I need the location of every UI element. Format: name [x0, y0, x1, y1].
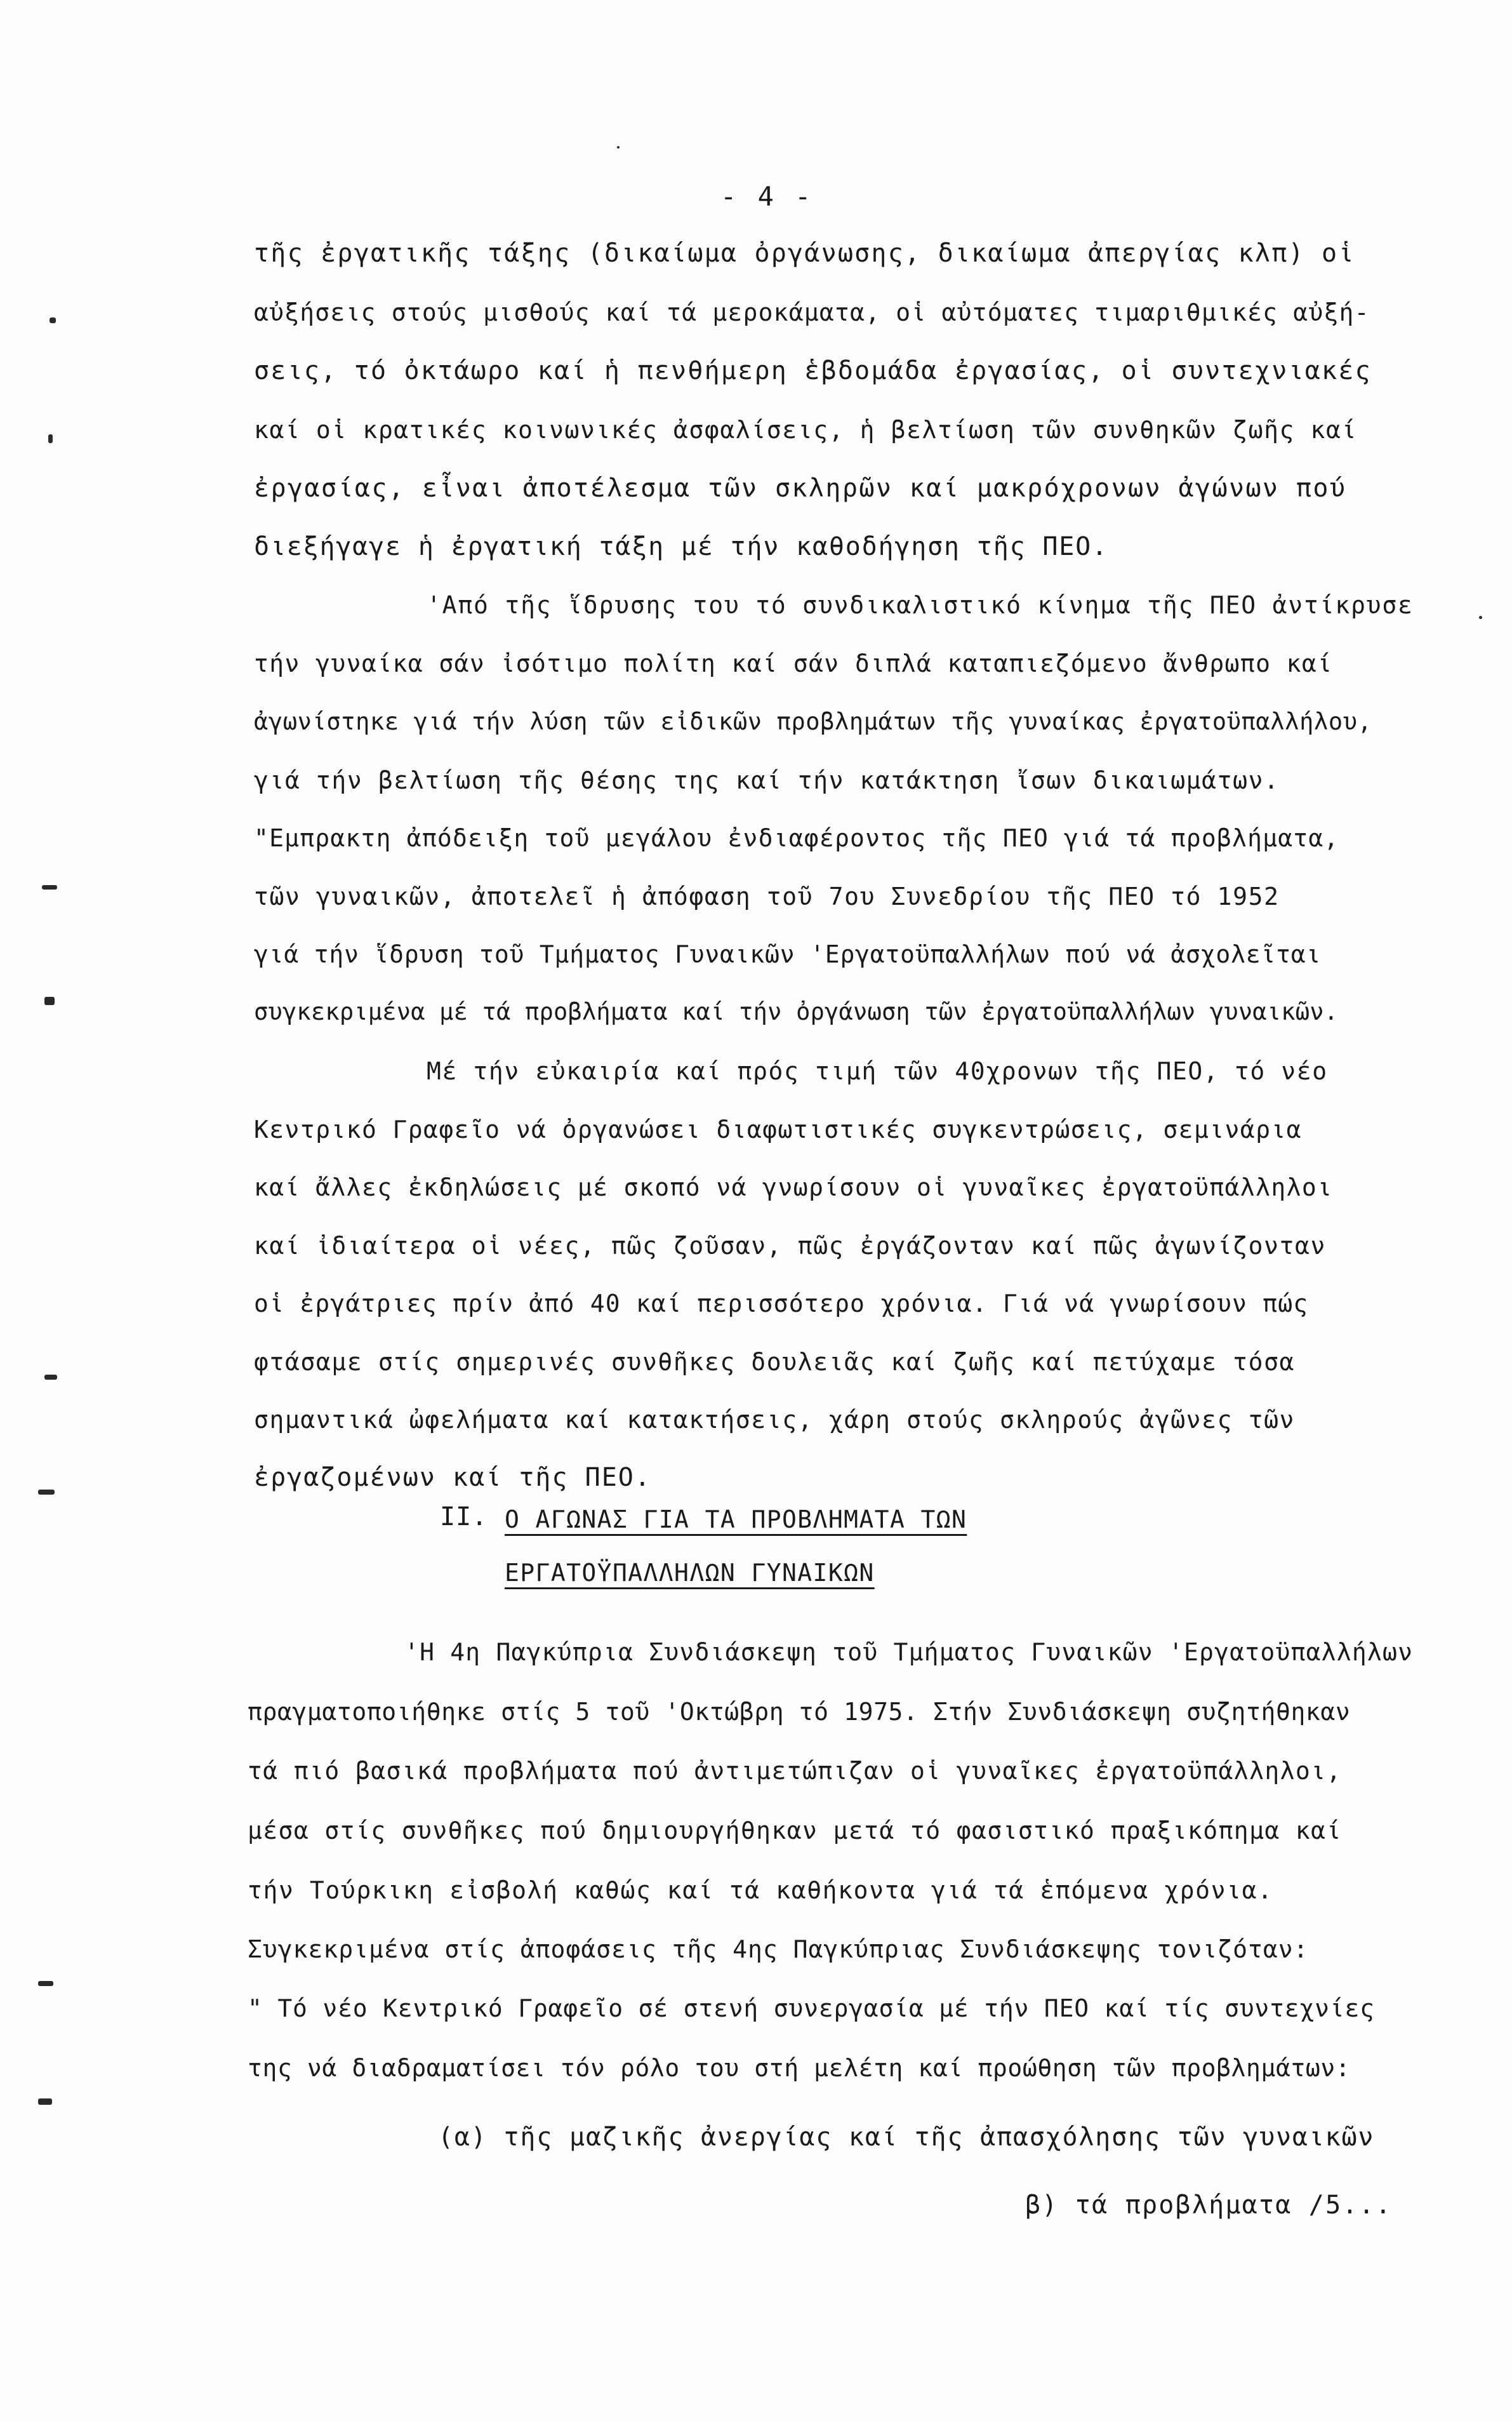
text-line: ἀγωνίστηκε γιά τήν λύση τῶν εἰδικῶν προβλημάτων τῆς γυναίκας ἐργατοϋπαλλήλου,: [254, 708, 1372, 735]
text-line: συγκεκριμένα μέ τά προβλήματα καί τήν ὀργάνωση τῶν ἐργατοϋπαλλήλων γυναικῶν.: [254, 998, 1339, 1025]
text-line: γιά τήν ἵδρυση τοῦ Τμήματος Γυναικῶν 'Εργατοϋπαλλήλων πού νά ἀσχολεῖται: [254, 940, 1322, 968]
text-line: τῆς ἐργατικῆς τάξης (δικαίωμα ὀργάνωσης, δικαίωμα ἀπεργίας κλπ) οἱ: [254, 239, 1355, 268]
scan-speck: [38, 2098, 52, 2105]
text-line: καί ἰδιαίτερα οἱ νέες, πῶς ζοῦσαν, πῶς ἐργάζονταν καί πῶς ἀγωνίζονταν: [254, 1232, 1326, 1260]
text-line: σημαντικά ὠφελήματα καί κατακτήσεις, χάρη στούς σκληρούς ἀγῶνες τῶν: [254, 1406, 1296, 1434]
scan-speck: [42, 885, 57, 890]
section-heading-line1: Ο ΑΓΩΝΑΣ ΓΙΑ ΤΑ ΠΡΟΒΛΗΜΑΤΑ ΤΩΝ: [505, 1505, 967, 1533]
text-line: πραγματοποιήθηκε στίς 5 τοῦ 'Οκτώβρη τό 1975. Στήν Συνδιάσκεψη συζητήθηκαν: [248, 1698, 1351, 1726]
text-line: οἱ ἐργάτριες πρίν ἀπό 40 καί περισσότερο χρόνια. Γιά νά γνωρίσουν πώς: [254, 1290, 1309, 1317]
section-numeral: II.: [440, 1502, 488, 1531]
scan-speck: [38, 1981, 53, 1986]
section-heading-line2: ΕΡΓΑΤΟΫΠΑΛΛΗΛΩΝ ΓΥΝΑΙΚΩΝ: [505, 1559, 875, 1587]
text-line: της νά διαδραματίσει τόν ρόλο του στή μελέτη καί προώθηση τῶν προβλημάτων:: [248, 2054, 1351, 2082]
text-line: 'Από τῆς ἵδρυσης του τό συνδικαλιστικό κίνημα τῆς ΠΕΟ ἀντίκρυσε: [427, 591, 1414, 619]
scan-speck: [48, 434, 53, 443]
text-line: καί οἱ κρατικές κοινωνικές ἀσφαλίσεις, ἡ βελτίωση τῶν συνθηκῶν ζωῆς καί: [254, 416, 1357, 444]
text-line: αὐξήσεις στούς μισθούς καί τά μεροκάματα, οἱ αὐτόματες τιμαριθμικές αὐξή-: [254, 298, 1370, 326]
text-line: γιά τήν βελτίωση τῆς θέσης της καί τήν κατάκτηση ἴσων δικαιωμάτων.: [254, 766, 1280, 794]
text-line: ἐργαζομένων καί τῆς ΠΕΟ.: [254, 1463, 651, 1492]
text-line: Κεντρικό Γραφεῖο νά ὀργανώσει διαφωτιστικές συγκεντρώσεις, σεμινάρια: [254, 1116, 1302, 1144]
text-line: τήν Τούρκικη εἰσβολή καθώς καί τά καθήκοντα γιά τά ἑπόμενα χρόνια.: [248, 1876, 1273, 1904]
scan-speck: [50, 317, 56, 323]
page-number: - 4 -: [720, 181, 814, 212]
scan-speck: [44, 1375, 57, 1380]
scan-speck: [617, 146, 620, 149]
text-line: Μέ τήν εὐκαιρία καί πρός τιμή τῶν 40χρονων τῆς ΠΕΟ, τό νέο: [427, 1057, 1328, 1085]
text-line: " Τό νέο Κεντρικό Γραφεῖο σέ στενή συνεργασία μέ τήν ΠΕΟ καί τίς συντεχνίες: [248, 1994, 1375, 2022]
text-line: 'Η 4η Παγκύπρια Συνδιάσκεψη τοῦ Τμήματος Γυναικῶν 'Εργατοϋπαλλήλων: [404, 1638, 1414, 1666]
text-line: (α) τῆς μαζικῆς ἀνεργίας καί τῆς ἀπασχόλησης τῶν γυναικῶν: [438, 2123, 1375, 2152]
text-line: "Εμπρακτη ἀπόδειξη τοῦ μεγάλου ἐνδιαφέροντος τῆς ΠΕΟ γιά τά προβλήματα,: [254, 824, 1339, 852]
text-line: καί ἄλλες ἐκδηλώσεις μέ σκοπό νά γνωρίσουν οἱ γυναῖκες ἐργατοϋπάλληλοι: [254, 1173, 1333, 1201]
text-line: διεξήγαγε ἡ ἐργατική τάξη μέ τήν καθοδήγηση τῆς ΠΕΟ.: [254, 532, 1108, 561]
text-line: μέσα στίς συνθῆκες πού δημιουργήθηκαν μετά τό φασιστικό πραξικόπημα καί: [248, 1817, 1342, 1844]
text-line: τῶν γυναικῶν, ἀποτελεῖ ἡ ἀπόφαση τοῦ 7ου Συνεδρίου τῆς ΠΕΟ τό 1952: [254, 883, 1280, 910]
text-line: τήν γυναίκα σάν ἰσότιμο πολίτη καί σάν διπλά καταπιεζόμενο ἄνθρωπο καί: [254, 650, 1333, 677]
text-line: Συγκεκριμένα στίς ἀποφάσεις τῆς 4ης Παγκύπριας Συνδιάσκεψης τονιζόταν:: [248, 1935, 1309, 1963]
scan-speck: [44, 997, 55, 1005]
text-line: ἐργασίας, εἶναι ἀποτέλεσμα τῶν σκληρῶν καί μακρόχρονων ἀγώνων πού: [254, 474, 1347, 503]
scan-speck: [1479, 616, 1482, 619]
text-line: τά πιό βασικά προβλήματα πού ἀντιμετώπιζαν οἱ γυναῖκες ἐργατοϋπάλληλοι,: [248, 1757, 1342, 1785]
text-line: φτάσαμε στίς σημερινές συνθῆκες δουλειᾶς καί ζωῆς καί πετύχαμε τόσα: [254, 1348, 1296, 1376]
text-line: β) τά προβλήματα /5...: [1025, 2191, 1393, 2220]
scan-speck: [38, 1490, 55, 1495]
text-line: σεις, τό ὀκτάωρο καί ἡ πενθήμερη ἑβδομάδα ἐργασίας, οἱ συντεχνιακές: [254, 356, 1372, 385]
